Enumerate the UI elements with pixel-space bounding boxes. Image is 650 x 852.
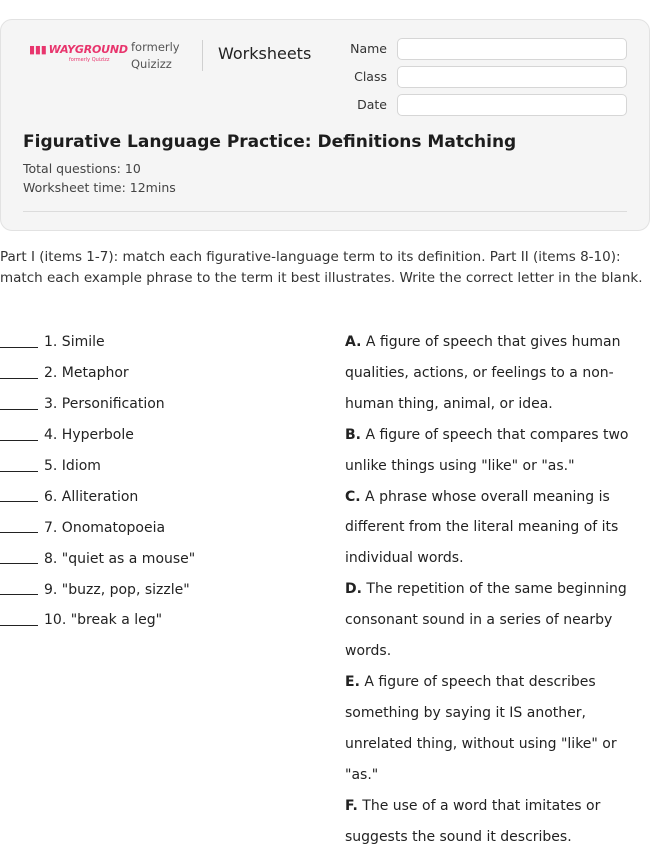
answer-blank[interactable] [0, 409, 38, 410]
definition-text: A figure of speech that gives human qualities, actions, or feelings to a non-human thing, animal, or idea. [345, 334, 621, 412]
answer-blank[interactable] [0, 563, 38, 564]
header-divider [202, 40, 203, 71]
term-label: 8. "quiet as a mouse" [44, 550, 196, 567]
term-item [0, 358, 330, 389]
answer-blank[interactable] [0, 532, 38, 533]
term-item [0, 389, 330, 420]
answer-blank[interactable] [0, 594, 38, 595]
term-item [0, 451, 330, 482]
term-label: 3. Personification [44, 396, 165, 413]
definition-item [345, 482, 645, 575]
date-field[interactable] [397, 94, 627, 116]
name-field[interactable] [397, 38, 627, 60]
terms-list [0, 327, 330, 636]
definition-item [345, 667, 645, 791]
answer-blank[interactable] [0, 440, 38, 441]
answer-blank[interactable] [0, 625, 38, 626]
definition-text: A phrase whose overall meaning is different from the literal meaning of its individual words. [345, 488, 619, 567]
term-label: 2. Metaphor [44, 365, 129, 382]
answer-blank[interactable] [0, 471, 38, 472]
worksheet-time: Worksheet time: 12mins [23, 180, 176, 195]
definition-letter: C. [345, 488, 361, 505]
definition-text: A figure of speech that describes something by saying it IS another, unrelated thing, without using "like" or "as." [345, 673, 617, 783]
class-label: Class [354, 69, 387, 84]
name-label: Name [350, 41, 387, 56]
header-bottom-divider [23, 211, 627, 212]
definition-item [345, 791, 645, 852]
definition-item [345, 420, 645, 482]
definition-item [345, 574, 645, 667]
term-label: 5. Idiom [44, 458, 101, 474]
definition-letter: D. [345, 581, 362, 598]
logo-bars-icon: ▮▮▮ [29, 43, 47, 56]
term-item [0, 543, 330, 574]
term-label: 6. Alliteration [44, 488, 139, 505]
logo-subtext: formerly Quizizz [69, 57, 110, 63]
definition-text: A figure of speech that compares two unlike things using "like" or "as." [345, 426, 629, 474]
definition-letter: E. [345, 673, 360, 690]
definition-letter: F. [345, 797, 358, 814]
term-item [0, 481, 330, 512]
definition-item [345, 327, 645, 420]
definition-text: The repetition of the same beginning consonant sound in a series of nearby words. [345, 581, 627, 660]
section-title: Worksheets [218, 44, 312, 63]
total-questions: Total questions: 10 [23, 161, 141, 176]
class-field[interactable] [397, 66, 627, 88]
answer-blank[interactable] [0, 378, 38, 379]
answer-blank[interactable] [0, 347, 38, 348]
definitions-list [345, 327, 645, 852]
term-label: 1. Simile [44, 334, 105, 351]
definition-letter: B. [345, 426, 361, 443]
formerly-quizizz-note: formerly Quizizz [131, 40, 180, 71]
term-item [0, 327, 330, 358]
logo-wordmark: ▮▮▮ WAYGROUND [29, 43, 128, 56]
term-label: 9. "buzz, pop, sizzle" [44, 581, 190, 598]
term-item [0, 605, 330, 636]
answer-blank[interactable] [0, 501, 38, 502]
date-label: Date [357, 97, 387, 112]
term-item [0, 574, 330, 605]
definition-text: The use of a word that imitates or suggests the sound it describes. [345, 797, 601, 845]
wayground-logo[interactable] [29, 43, 128, 63]
worksheet-title: Figurative Language Practice: Definitions Matching [23, 132, 517, 152]
term-item [0, 420, 330, 451]
term-label: 7. Onomatopoeia [44, 519, 166, 536]
term-label: 4. Hyperbole [44, 427, 134, 444]
definition-letter: A. [345, 334, 362, 350]
instructions: Part I (items 1-7): match each figurative-language term to its definition. Part II (items 8-10): match each example phrase to the term it best illustrates. Write the correct letter in the blank. [0, 249, 643, 286]
term-label: 10. "break a leg" [44, 612, 163, 629]
term-item [0, 512, 330, 543]
